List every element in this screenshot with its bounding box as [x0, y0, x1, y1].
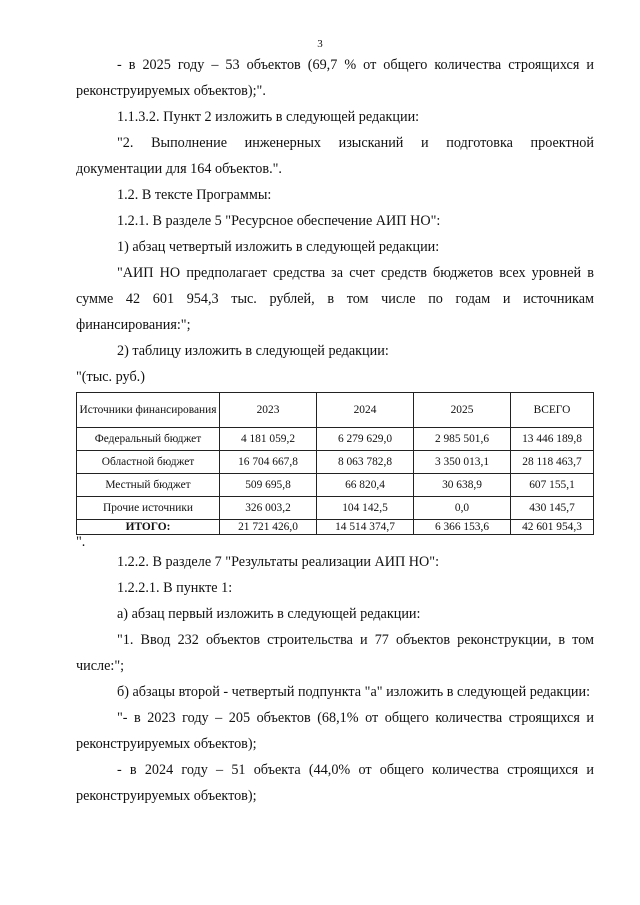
table-cell: 13 446 189,8 — [511, 428, 594, 451]
table-cell: 28 118 463,7 — [511, 451, 594, 474]
total-cell: 21 721 426,0 — [220, 520, 317, 535]
table-cell: 104 142,5 — [317, 497, 414, 520]
row-source-label: Прочие источники — [77, 497, 220, 520]
table-cell: 509 695,8 — [220, 474, 317, 497]
table-cell: 0,0 — [414, 497, 511, 520]
table-cell: 30 638,9 — [414, 474, 511, 497]
paragraph: 1.2.2. В разделе 7 "Результаты реализации АИП НО": — [117, 554, 440, 570]
paragraph: 1.1.3.2. Пункт 2 изложить в следующей редакции: — [117, 109, 420, 125]
table-cell: 607 155,1 — [511, 474, 594, 497]
header-total: ВСЕГО — [511, 393, 594, 428]
paragraph: 2) таблицу изложить в следующей редакции: — [117, 343, 389, 359]
paragraph: "1. Ввод 232 объектов строительства и 77 объектов реконструкции, в том числе:"; — [76, 632, 594, 674]
total-cell: 14 514 374,7 — [317, 520, 414, 535]
paragraph: 1.2. В тексте Программы: — [117, 187, 272, 203]
row-source-label: Областной бюджет — [77, 451, 220, 474]
total-cell: 6 366 153,6 — [414, 520, 511, 535]
table-unit-note: "(тыс. руб.) — [76, 369, 145, 385]
paragraphs-top — [76, 52, 594, 364]
paragraph: "АИП НО предполагает средства за счет средств бюджетов всех уровней в сумме 42 601 954,3 тыс. рублей, в том числе по годам и источникам финансирования:"; — [76, 265, 594, 333]
table-row — [77, 451, 594, 474]
table-end-quote: ". — [76, 534, 86, 550]
paragraph: б) абзацы второй - четвертый подпункта "а" изложить в следующей редакции: — [117, 684, 591, 700]
table-total-row — [77, 520, 594, 535]
row-source-label: Местный бюджет — [77, 474, 220, 497]
header-sources: Источники финансирования — [77, 393, 220, 428]
paragraph: 1.2.1. В разделе 5 "Ресурсное обеспечение АИП НО": — [117, 213, 441, 229]
header-2024: 2024 — [317, 393, 414, 428]
paragraphs-bottom — [76, 549, 594, 809]
table-cell: 66 820,4 — [317, 474, 414, 497]
table-header-row — [77, 393, 594, 428]
table-cell: 6 279 629,0 — [317, 428, 414, 451]
table-cell: 326 003,2 — [220, 497, 317, 520]
table-cell: 2 985 501,6 — [414, 428, 511, 451]
paragraph: - в 2025 году – 53 объектов (69,7 % от общего количества строящихся и реконструируемых объектов);". — [76, 57, 594, 99]
table-cell: 430 145,7 — [511, 497, 594, 520]
table-row — [77, 474, 594, 497]
table-row — [77, 497, 594, 520]
paragraph: а) абзац первый изложить в следующей редакции: — [117, 606, 421, 622]
table-cell: 8 063 782,8 — [317, 451, 414, 474]
paragraph: 1) абзац четвертый изложить в следующей редакции: — [117, 239, 440, 255]
table-body — [77, 428, 594, 535]
paragraph: "- в 2023 году – 205 объектов (68,1% от общего количества строящихся и реконструируемых объектов); — [76, 710, 594, 752]
page-number: 3 — [317, 38, 323, 50]
budget-table — [76, 392, 594, 535]
table-cell: 16 704 667,8 — [220, 451, 317, 474]
table-cell: 4 181 059,2 — [220, 428, 317, 451]
header-2023: 2023 — [220, 393, 317, 428]
table-cell: 3 350 013,1 — [414, 451, 511, 474]
paragraph: "2. Выполнение инженерных изысканий и подготовка проектной документации для 164 объектов.". — [76, 135, 594, 177]
document-body — [76, 52, 594, 809]
total-cell: 42 601 954,3 — [511, 520, 594, 535]
table-row — [77, 428, 594, 451]
paragraph: 1.2.2.1. В пункте 1: — [117, 580, 233, 596]
header-2025: 2025 — [414, 393, 511, 428]
paragraph: - в 2024 году – 51 объекта (44,0% от общего количества строящихся и реконструируемых объектов); — [76, 762, 594, 804]
total-label: ИТОГО: — [77, 520, 220, 535]
row-source-label: Федеральный бюджет — [77, 428, 220, 451]
